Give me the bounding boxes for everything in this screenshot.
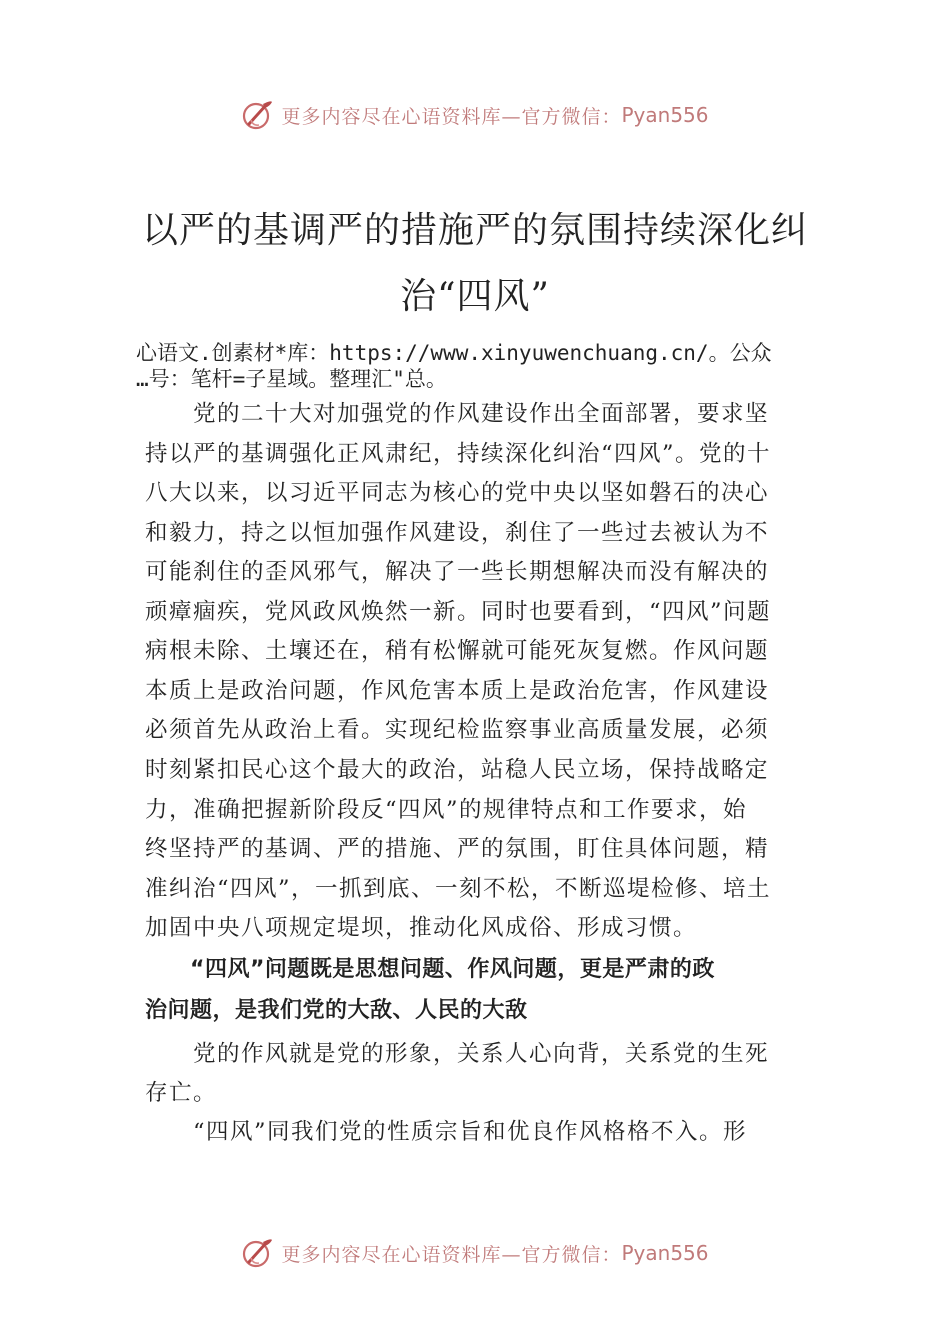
banner-text: 更多内容尽在心语资料库—官方微信： (281, 105, 622, 128)
text-line: 顽瘴痼疾，党风政风焕然一新。同时也要看到，“四风”问题 (145, 599, 772, 625)
text-line: 党的作风就是党的形象，关系人心向背，关系党的生死 (145, 1041, 770, 1067)
text-line: 八大以来，以习近平同志为核心的党中央以坚如磐石的决心 (145, 480, 770, 506)
heading-line: “四风”问题既是思想问题、作风问题，更是严肃的政 (145, 957, 715, 982)
text-line: 党的二十大对加强党的作风建设作出全面部署，要求坚 (145, 401, 770, 427)
text-line: 终坚持严的基调、严的措施、严的氛围，盯住具体问题，精 (145, 836, 770, 862)
text-line: 持以严的基调强化正风肃纪，持续深化纠治“四风”。党的十 (145, 441, 772, 467)
heading-line: 治问题，是我们党的大敌、人民的大敌 (145, 998, 528, 1023)
brush-logo-icon (241, 98, 275, 132)
source-note-line-2: …号：笔杆=子星域。整理汇"总。 (136, 367, 447, 391)
text-line: 准纠治“四风”，一抓到底、一刻不松，不断巡堤检修、培土 (145, 876, 772, 902)
doc-title-line-1: 以严的基调严的措施严的氛围持续深化纠 (141, 210, 808, 251)
footer-banner (0, 1233, 950, 1273)
banner-wechat-id: Pyan556 (621, 103, 709, 127)
text-line: 存亡。 (145, 1080, 218, 1106)
text-line: 可能刹住的歪风邪气，解决了一些长期想解决而没有解决的 (145, 559, 770, 585)
text-line: 力，准确把握新阶段反“四风”的规律特点和工作要求，始 (145, 797, 748, 823)
text-line: “四风”同我们党的性质宗旨和优良作风格格不入。形 (145, 1119, 748, 1145)
text-line: 病根未除、土壤还在，稍有松懈就可能死灰复燃。作风问题 (145, 638, 770, 664)
source-note-line-1: 心语文.创素材*库：https://www.xinyuwenchuang.cn/。公众 (136, 341, 772, 365)
doc-title-line-2: 治“四风” (400, 276, 550, 317)
banner-text: 更多内容尽在心语资料库—官方微信： (281, 1243, 622, 1266)
text-line: 和毅力，持之以恒加强作风建设，刹住了一些过去被认为不 (145, 520, 770, 546)
brush-logo-icon (241, 1236, 275, 1270)
text-line: 时刻紧扣民心这个最大的政治，站稳人民立场，保持战略定 (145, 757, 770, 783)
text-line: 必须首先从政治上看。实现纪检监察事业高质量发展，必须 (145, 717, 770, 743)
text-line: 本质上是政治问题，作风危害本质上是政治危害，作风建设 (145, 678, 770, 704)
header-banner (0, 95, 950, 135)
banner-wechat-id: Pyan556 (621, 1241, 709, 1265)
text-line: 加固中央八项规定堤坝，推动化风成俗、形成习惯。 (145, 915, 698, 941)
